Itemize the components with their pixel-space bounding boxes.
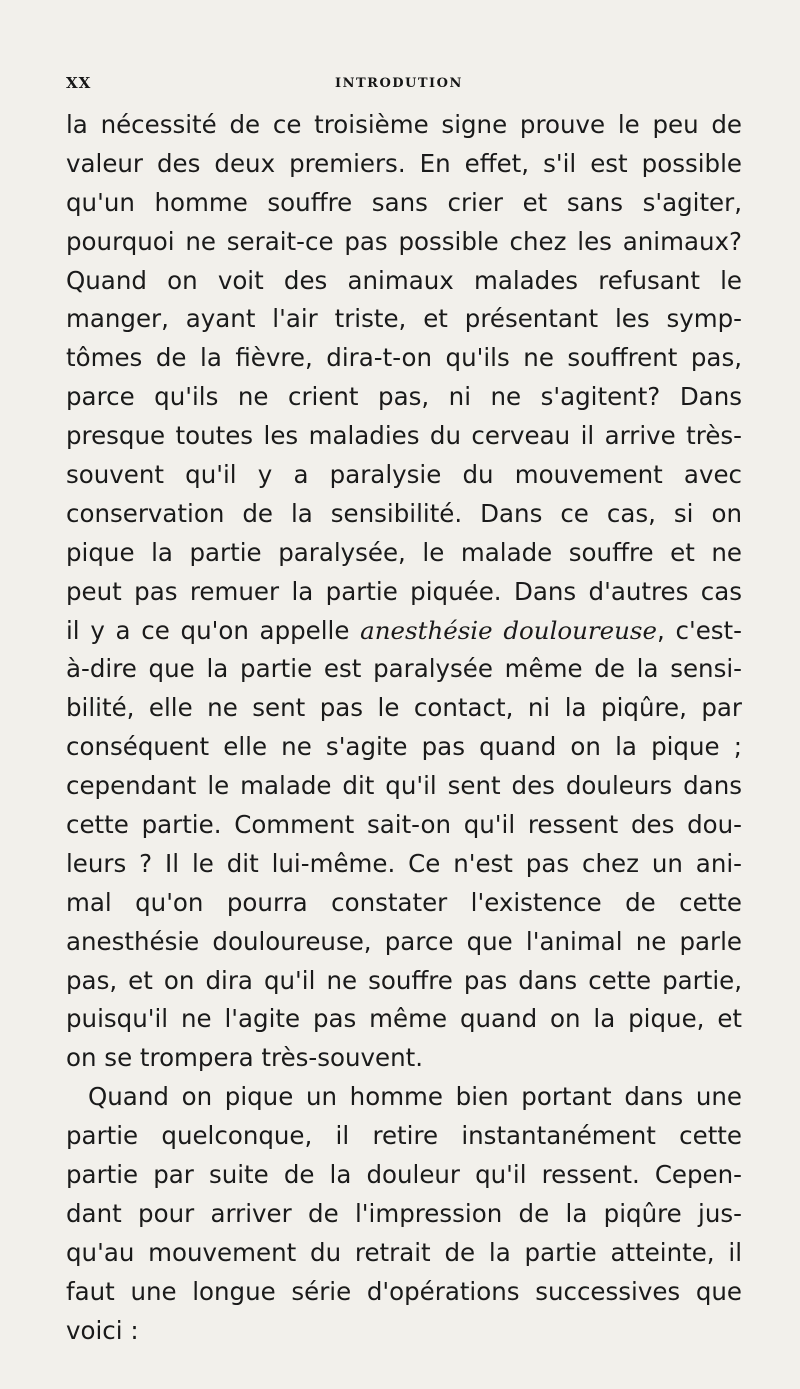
text-line: presque toutes les maladies du cerveau il arrive très- xyxy=(66,421,742,451)
text-line: mal qu'on pourra constater l'existence de cette xyxy=(66,887,742,917)
text-line: qu'un homme souffre sans crier et sans s'agiter, xyxy=(66,187,742,217)
text-line: parce qu'ils ne crient pas, ni ne s'agitent? Dans xyxy=(66,382,742,412)
text-line: puisqu'il ne l'agite pas même quand on la pique, et xyxy=(66,1004,742,1034)
text-span: il y a ce qu'on appelle xyxy=(66,615,361,645)
text-line: souvent qu'il y a paralysie du mouvement avec xyxy=(66,460,742,490)
page-header xyxy=(0,74,800,98)
page-number: XX xyxy=(66,74,92,92)
text-line: la nécessité de ce troisième signe prouve le peu de xyxy=(66,110,742,139)
text-line: tômes de la fièvre, dira-t-on qu'ils ne souffrent pas, xyxy=(66,343,742,373)
text-line: partie quelconque, il retire instantanément cette xyxy=(66,1121,742,1151)
italic-term: anesthésie douloureuse xyxy=(360,615,657,645)
text-line: cependant le malade dit qu'il sent des douleurs dans xyxy=(66,771,742,801)
text-line: partie par suite de la douleur qu'il ressent. Cepen- xyxy=(66,1160,742,1190)
text-line: manger, ayant l'air triste, et présentant les symp- xyxy=(66,304,742,334)
text-line xyxy=(66,612,742,651)
text-line: pas, et on dira qu'il ne souffre pas dans cette partie, xyxy=(66,965,742,995)
text-line: valeur des deux premiers. En effet, s'il est possible xyxy=(66,148,742,178)
text-line: pique la partie paralysée, le malade souffre et ne xyxy=(66,537,742,567)
text-line: dant pour arriver de l'impression de la piqûre jus- xyxy=(66,1198,742,1228)
text-span: , c'est- xyxy=(657,615,742,645)
text-line: conséquent elle ne s'agite pas quand on la pique ; xyxy=(66,732,742,762)
text-line: leurs ? Il le dit lui-même. Ce n'est pas chez un ani- xyxy=(66,848,742,878)
running-head: INTRODUTION xyxy=(335,76,463,91)
text-line: à-dire que la partie est paralysée même de la sensi- xyxy=(66,654,742,684)
text-line: faut une longue série d'opérations successives que xyxy=(66,1276,742,1306)
text-line: pourquoi ne serait-ce pas possible chez les animaux? xyxy=(66,226,742,256)
text-line: conservation de la sensibilité. Dans ce cas, si on xyxy=(66,498,742,528)
text-line: peut pas remuer la partie piquée. Dans d'autres cas xyxy=(66,576,742,606)
body-text xyxy=(66,106,742,1351)
text-line: anesthésie douloureuse, parce que l'animal ne parle xyxy=(66,926,742,956)
text-line: Quand on pique un homme bien portant dans une xyxy=(88,1082,742,1112)
text-line: cette partie. Comment sait-on qu'il ressent des dou- xyxy=(66,810,742,840)
text-line: qu'au mouvement du retrait de la partie atteinte, il xyxy=(66,1237,742,1267)
text-line: Quand on voit des animaux malades refusant le xyxy=(66,265,742,295)
text-line: on se trompera très-souvent. xyxy=(66,1043,424,1073)
text-line: voici : xyxy=(66,1315,139,1345)
text-line: bilité, elle ne sent pas le contact, ni la piqûre, par xyxy=(66,693,742,723)
